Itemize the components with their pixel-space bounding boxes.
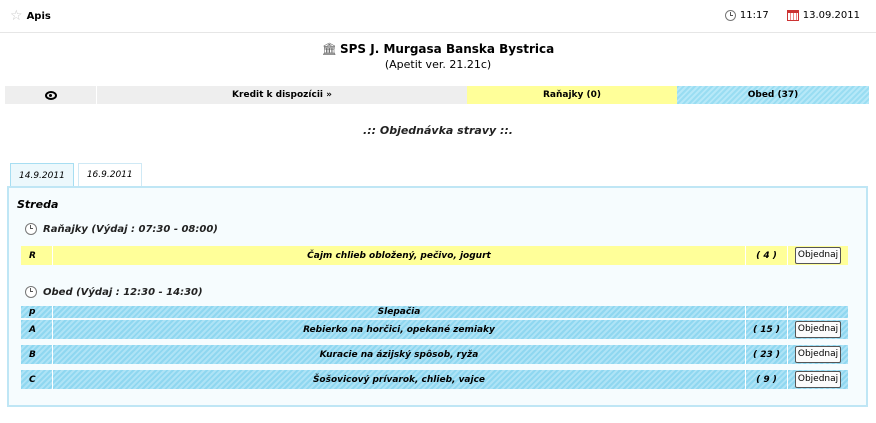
meal-count: ( 9 ) (746, 370, 788, 389)
menu-panel (7, 186, 868, 407)
table-row (21, 320, 848, 339)
order-button[interactable]: Objednaj (795, 321, 841, 338)
bank-icon: 🏛 (321, 42, 337, 56)
clock-icon (25, 286, 37, 298)
obed-heading-label: Obed (Výdaj : 12:30 - 14:30) (43, 286, 203, 298)
datetime (725, 10, 860, 21)
day-name: Streda (17, 198, 59, 211)
view-toggle[interactable] (5, 86, 96, 104)
soup-row (21, 306, 848, 318)
brand[interactable] (10, 10, 51, 22)
ranajky-heading-label: Raňajky (Výdaj : 07:30 - 08:00) (43, 223, 218, 235)
meal-count: ( 15 ) (746, 320, 788, 339)
meal-name: Rebierko na horčici, opekané zemiaky (53, 320, 746, 339)
meal-code: R (21, 246, 53, 265)
nav-bar (5, 86, 869, 104)
eye-icon (45, 91, 57, 100)
meal-count: ( 23 ) (746, 345, 788, 364)
obed-heading (25, 286, 203, 298)
tab-16-9-2011[interactable]: 16.9.2011 (78, 163, 142, 186)
soup-code: p (21, 306, 53, 318)
soup-name: Slepačia (53, 306, 746, 318)
current-time: 11:17 (739, 10, 769, 21)
star-icon: ☆ (10, 8, 23, 24)
ranajky-heading (25, 223, 218, 235)
app-version: (Apetit ver. 21.21c) (384, 58, 492, 71)
meal-name: Šošovicový prívarok, chlieb, vajce (53, 370, 746, 389)
table-row (21, 370, 848, 389)
date-tabs (10, 163, 142, 187)
meal-code: C (21, 370, 53, 389)
top-bar (0, 0, 876, 33)
school-title: SPS J. Murgasa Banska Bystrica (339, 42, 555, 56)
meal-code: A (21, 320, 53, 339)
clock-icon (25, 223, 37, 235)
nav-kredit[interactable]: Kredit k dispozícii » (97, 86, 467, 104)
table-row (21, 246, 848, 265)
page-title: .:: Objednávka stravy ::. (363, 124, 513, 137)
tab-14-9-2011[interactable]: 14.9.2011 (10, 163, 74, 187)
order-button[interactable]: Objednaj (795, 247, 841, 264)
meal-code: B (21, 345, 53, 364)
meal-count: ( 4 ) (746, 246, 788, 265)
table-row (21, 345, 848, 364)
calendar-icon (787, 10, 799, 21)
clock-icon (725, 10, 736, 21)
app-name: Apis (26, 10, 51, 22)
order-button[interactable]: Objednaj (795, 346, 841, 363)
meal-name: Čajm chlieb obložený, pečivo, jogurt (53, 246, 746, 265)
current-date: 13.09.2011 (802, 10, 860, 21)
meal-name: Kuracie na ázijský spôsob, ryža (53, 345, 746, 364)
nav-ranajky[interactable]: Raňajky (0) (467, 86, 677, 104)
order-button[interactable]: Objednaj (795, 371, 841, 388)
nav-obed[interactable]: Obed (37) (677, 86, 869, 104)
school-name (0, 42, 876, 56)
